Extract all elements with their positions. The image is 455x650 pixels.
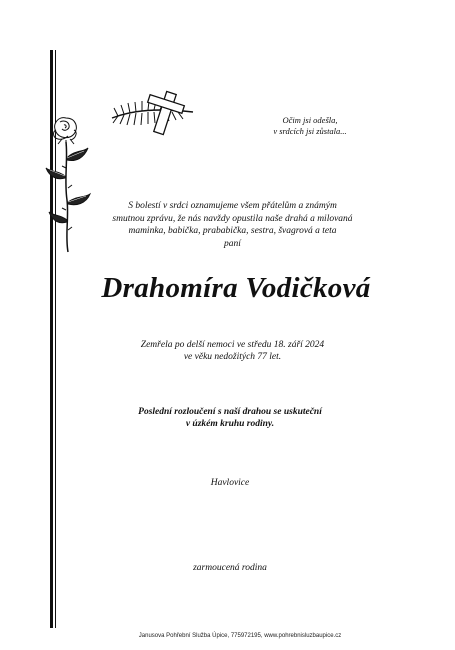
death-info bbox=[120, 340, 345, 363]
announcement-line-4: paní bbox=[224, 238, 241, 249]
announcement-text bbox=[110, 200, 355, 250]
announcement-line-2: smutnou zprávu, že nás navždy opustila naše drahá a milovaná bbox=[112, 213, 353, 224]
death-info-line-1: Zemřela po delší nemoci ve středu 18. září 2024 bbox=[140, 340, 325, 350]
deceased-name: Drahomíra Vodičková bbox=[101, 272, 371, 304]
place: Havlovice bbox=[210, 478, 250, 488]
quote-line-2: v srdcích jsi zůstala... bbox=[273, 126, 347, 136]
footer-funeral-service: Janusova Pohřební Služba Úpice, 775972195, www.pohrebnisluzbaupice.cz bbox=[138, 633, 342, 639]
quote-line-1: Očim jsi odešla, bbox=[282, 115, 338, 125]
rose-icon bbox=[44, 110, 94, 255]
announcement-line-3: maminka, babička, prababička, sestra, švagrová a teta bbox=[128, 226, 337, 236]
farewell-line-1: Poslední rozloučení s naší drahou se uskuteční bbox=[138, 407, 322, 417]
death-info-line-2: ve věku nedožitých 77 let. bbox=[183, 351, 282, 362]
quote bbox=[250, 115, 370, 137]
announcement-line-1: S bolestí v srdci oznamujeme všem přátelům a známým bbox=[128, 201, 337, 211]
cross-icon bbox=[108, 88, 198, 136]
farewell-info bbox=[110, 406, 350, 430]
family-signature: zarmoucená rodina bbox=[193, 563, 267, 573]
farewell-line-2: v úzkém kruhu rodiny. bbox=[185, 419, 275, 429]
